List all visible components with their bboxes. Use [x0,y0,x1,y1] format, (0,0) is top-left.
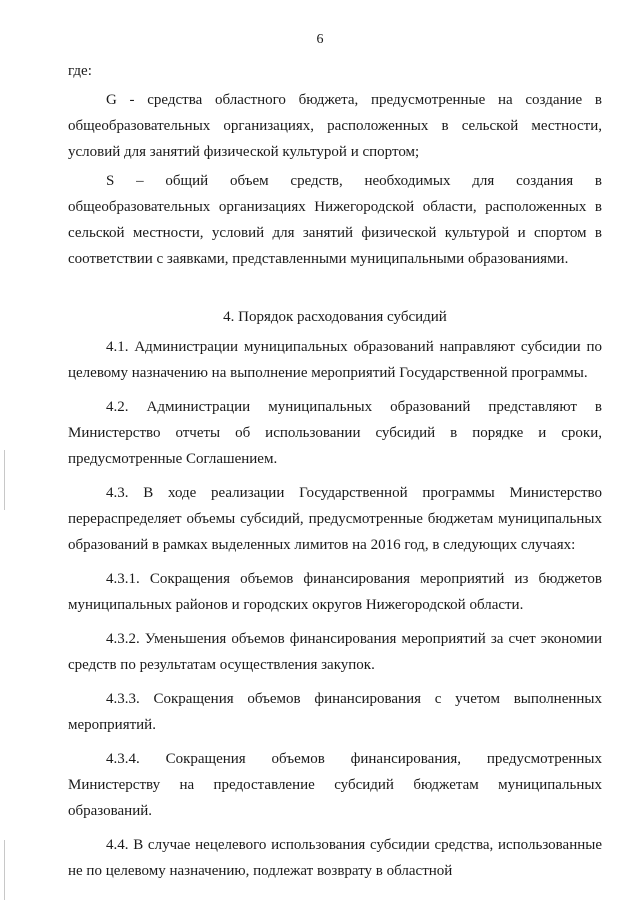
section-heading: 4. Порядок расходования субсидий [223,309,447,325]
paragraph-4-3-4: 4.3.4. Сокращения объемов финансирования, предусмотренных Министерству на предоставление субсидий бюджетам муниципальных образований. [68,751,602,819]
page-number: 6 [316,32,324,47]
paragraph-4-4: 4.4. В случае нецелевого использования субсидии средства, использованные не по целевому назначению, подлежат возврату в областной [68,837,602,879]
paragraph-4-3: 4.3. В ходе реализации Государственной программы Министерство перераспределяет объемы субсидий, предусмотренные бюджетам муниципальных образований в рамках выделенных лимитов на 2016 год, в следующих случаях: [68,485,602,553]
scan-edge-mark [4,450,5,510]
definition-g: G - средства областного бюджета, предусмотренные на создание в общеобразовательных организациях, расположенных в сельской местности, условий для занятий физической культурой и спортом; [68,92,602,160]
paragraph-4-2: 4.2. Администрации муниципальных образований представляют в Министерство отчеты об использовании субсидий в порядке и сроки, предусмотренные Соглашением. [68,399,602,467]
intro-text: где: [68,63,92,79]
document-body [68,58,602,892]
paragraph-4-3-3: 4.3.3. Сокращения объемов финансирования с учетом выполненных мероприятий. [68,691,602,733]
paragraph-4-3-1: 4.3.1. Сокращения объемов финансирования мероприятий из бюджетов муниципальных районов и городских округов Нижегородской области. [68,571,602,613]
definition-s: S – общий объем средств, необходимых для создания в общеобразовательных организациях Нижегородской области, расположенных в сельской местности, условий для занятий физической культурой и спортом в соответствии с заявками, представленными муниципальными образованиями. [68,173,602,267]
scan-edge-mark [4,840,5,900]
paragraph-4-3-2: 4.3.2. Уменьшения объемов финансирования мероприятий за счет экономии средств по результатам осуществления закупок. [68,631,602,673]
paragraph-4-1: 4.1. Администрации муниципальных образований направляют субсидии по целевому назначению на выполнение мероприятий Государственной программы. [68,339,602,381]
